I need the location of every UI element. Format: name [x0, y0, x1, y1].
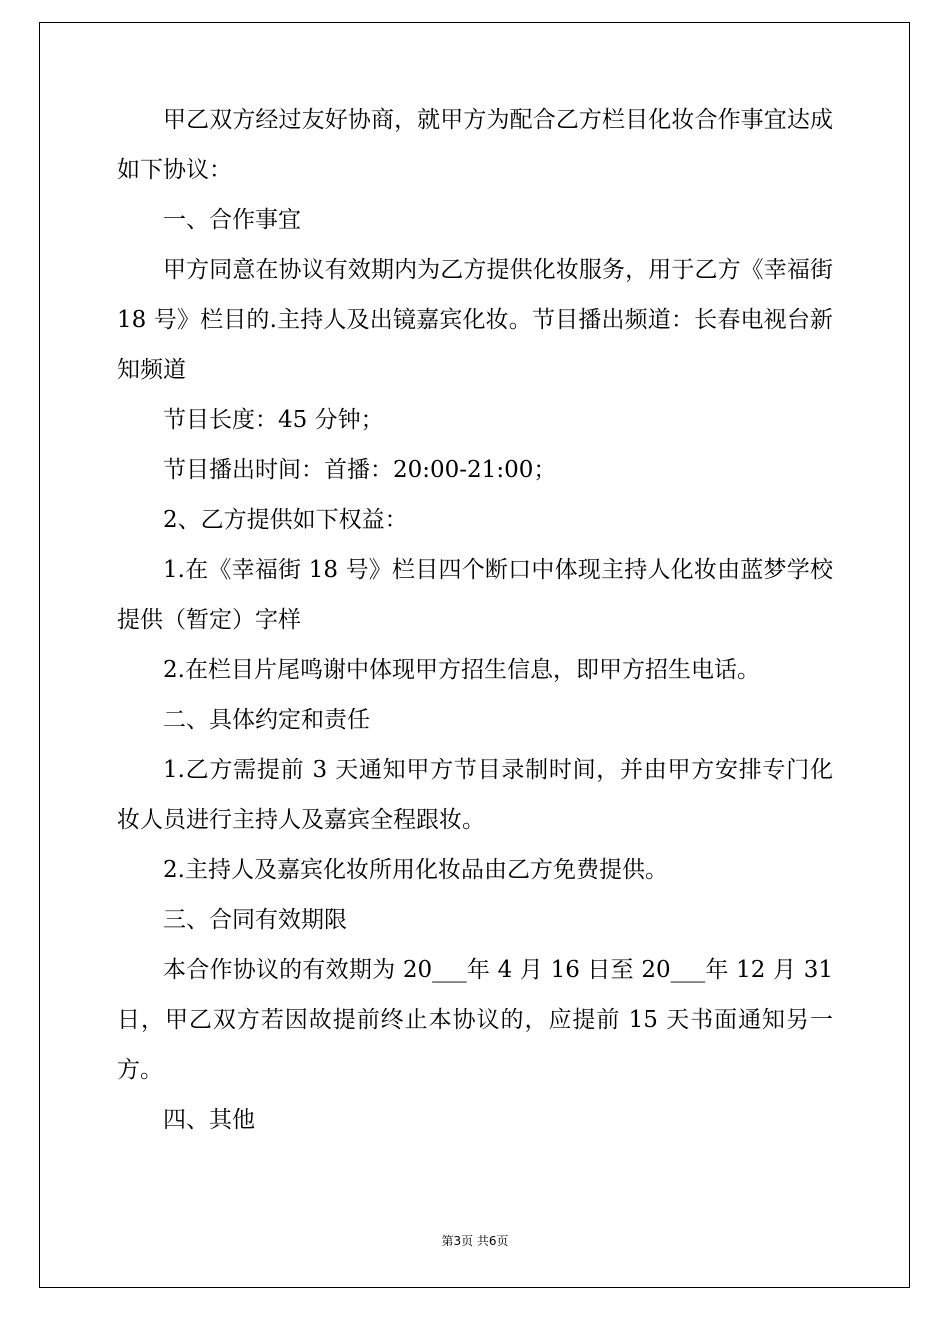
- heading-other: 四、其他: [163, 1107, 255, 1133]
- document-body: [117, 95, 841, 1145]
- paragraph-resp-2: 2.主持人及嘉宾化妆所用化妆品由乙方免费提供。: [163, 857, 668, 883]
- paragraph-resp-1: 1.乙方需提前 3 天通知甲方节目录制时间，并由甲方安排专门化妆人员进行主持人及嘉宾全程跟妆。: [117, 757, 833, 833]
- heading-responsibilities: 二、具体约定和责任: [163, 707, 370, 733]
- paragraph-right-1: 1.在《幸福街 18 号》栏目四个断口中体现主持人化妆由蓝梦学校提供（暂定）字样: [117, 557, 833, 633]
- paragraph-length: 节目长度：45 分钟；: [163, 407, 384, 433]
- paragraph-validity: 本合作协议的有效期为 20___年 4 月 16 日至 20___年 12 月 31 日，甲乙双方若因故提前终止本协议的，应提前 15 天书面通知另一方。: [117, 957, 841, 1083]
- heading-rights: 2、乙方提供如下权益：: [163, 507, 408, 533]
- paragraph-airtime: 节目播出时间：首播：20:00-21:00；: [163, 457, 557, 483]
- heading-validity: 三、合同有效期限: [163, 907, 347, 933]
- paragraph-service: 甲方同意在协议有效期内为乙方提供化妆服务，用于乙方《幸福街 18 号》栏目的.主持人及出镜嘉宾化妆。节目播出频道：长春电视台新知频道: [117, 257, 841, 383]
- heading-cooperation: 一、合作事宜: [163, 207, 301, 233]
- page-number-footer: 第3页 共6页: [441, 1234, 509, 1248]
- paragraph-right-2: 2.在栏目片尾鸣谢中体现甲方招生信息，即甲方招生电话。: [163, 657, 760, 683]
- paragraph-intro: 甲乙双方经过友好协商，就甲方为配合乙方栏目化妆合作事宜达成如下协议：: [117, 107, 833, 183]
